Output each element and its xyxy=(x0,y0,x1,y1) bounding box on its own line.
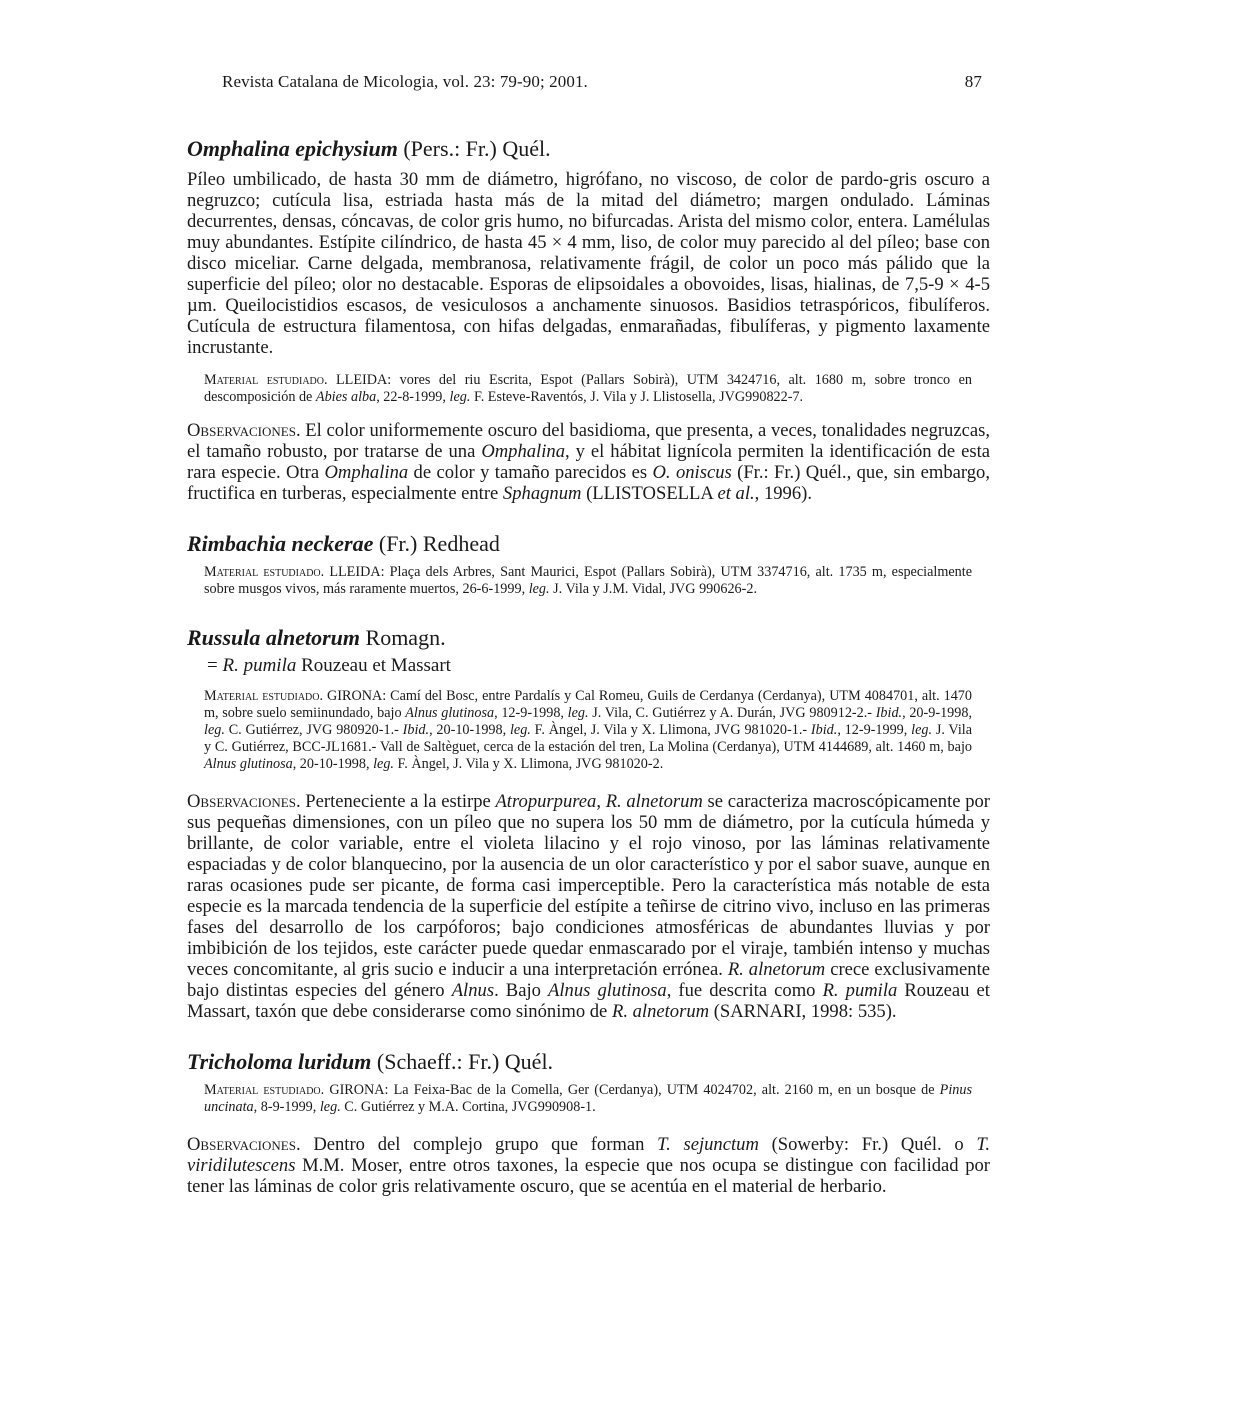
material-text: J. Vila y J.M. Vidal, JVG 990626-2. xyxy=(549,581,758,597)
species-name: Omphalina epichysium xyxy=(187,136,398,161)
obs-text: de color y tamaño parecidos es xyxy=(408,462,653,483)
obs-text: , fue descrita como xyxy=(666,980,823,1001)
material-text: LLEIDA: vores del riu Escrita, Espot (Pallars Sobirà), UTM 3424716, alt. 1680 m, sobre tronco en descomposición de xyxy=(204,372,972,405)
article-body xyxy=(187,135,990,1197)
material-studied xyxy=(187,1082,972,1116)
species-name: Rimbachia neckerae xyxy=(187,531,374,556)
species-author: (Pers.: Fr.) Quél. xyxy=(397,136,551,161)
material-text: C. Gutiérrez, JVG 980920-1.- xyxy=(224,722,403,738)
obs-text: (SARNARI, 1998: 535). xyxy=(709,1001,897,1022)
obs-taxon: R. pumila xyxy=(822,980,898,1001)
obs-text: , 1996). xyxy=(754,483,812,504)
obs-text: (Sowerby: Fr.) Quél. o xyxy=(758,1134,977,1155)
material-taxon: Pinus uncinata xyxy=(204,1082,972,1115)
material-text: C. Gutiérrez y M.A. Cortina, JVG990908-1. xyxy=(340,1099,596,1115)
material-text: F. Esteve-Raventós, J. Vila y J. Llistosella, JVG990822-7. xyxy=(470,389,804,405)
synonym-sign: = xyxy=(207,655,223,676)
spacer xyxy=(187,1022,990,1048)
obs-text: , y el hábitat lignícola permiten la identificación de esta rara especie. Otra xyxy=(187,441,990,483)
material-text: , 22-8-1999, xyxy=(376,389,450,405)
species-heading-rimbachia xyxy=(187,530,990,558)
material-taxon: Alnus glutinosa xyxy=(204,756,293,772)
species-name: Russula alnetorum xyxy=(187,625,361,650)
observations xyxy=(187,791,990,1022)
synonym-name: R. pumila xyxy=(222,655,297,676)
material-ibid: Ibid. xyxy=(810,722,838,738)
material-text: J. Vila, C. Gutiérrez y A. Durán, JVG 980912-2.- xyxy=(588,705,876,721)
spacer xyxy=(187,504,990,530)
page-number: 87 xyxy=(964,72,982,91)
species-description: Píleo umbilicado, de hasta 30 mm de diámetro, higrófano, no viscoso, de color de pardo-gris oscuro a negruzco; cutícula lisa, estriada hasta más de la mitad del diámetro; margen ondulado. Láminas decurrentes, densas, cóncavas, de color gris humo, no bifurcadas. Arista del mismo color, entera. Lamélulas muy abundantes. Estípite cilíndrico, de hasta 45 × 4 mm, liso, de color muy parecido al del píleo; base con disco miceliar. Carne delgada, membranosa, relativamente frágil, de color un poco más pálido que la superficie del píleo; olor no destacable. Esporas de elipsoidales a obovoides, lisas, hialinas, de 7,5-9 × 4-5 µm. Queilocistidios escasos, de vesiculosos a anchamente sinuosos. Basidios tetraspóricos, fibulíferos. Cutícula de estructura filamentosa, con hifas delgadas, enmarañadas, fibulíferas, y pigmento laxamente incrustante. xyxy=(187,169,990,358)
species-heading-tricholoma xyxy=(187,1048,990,1076)
species-author: (Schaeff.: Fr.) Quél. xyxy=(371,1049,554,1074)
species-heading-russula xyxy=(187,624,990,652)
obs-taxon: Omphalina xyxy=(324,462,409,483)
material-text: GIRONA: Camí del Bosc, entre Pardalís y Cal Romeu, Guils de Cerdanya (Cerdanya), UTM 4084701, alt. 1470 m, sobre suelo semiinundado, bajo xyxy=(204,688,972,721)
obs-text: Rouzeau et Massart, taxón que debe considerarse como sinónimo de xyxy=(187,980,990,1022)
obs-taxon: Atropurpurea xyxy=(495,791,597,812)
obs-text: M.M. Moser, entre otros taxones, la especie que nos ocupa se distingue con facilidad por tener las láminas de color gris relativamente oscuro, que se acentúa en el material de herbario. xyxy=(187,1155,990,1197)
obs-taxon: Omphalina xyxy=(481,441,565,462)
synonym-line xyxy=(187,654,990,678)
obs-taxon: R. alnetorum xyxy=(605,791,703,812)
journal-citation: Revista Catalana de Micologia, vol. 23: 79-90; 2001. xyxy=(222,72,588,91)
material-leg: leg. xyxy=(911,722,933,738)
obs-text: crece exclusivamente bajo distintas especies del género xyxy=(187,959,990,1001)
material-text: GIRONA: La Feixa-Bac de la Comella, Ger (Cerdanya), UTM 4024702, alt. 2160 m, en un bosque de xyxy=(324,1082,940,1098)
material-studied xyxy=(187,372,972,406)
species-author: Romagn. xyxy=(360,625,446,650)
material-leg: leg. xyxy=(509,722,531,738)
obs-taxon: Alnus xyxy=(451,980,495,1001)
material-text: , 20-10-1998, xyxy=(429,722,510,738)
material-text: , 8-9-1999, xyxy=(253,1099,320,1115)
spacer xyxy=(187,598,990,624)
obs-taxon: T. sejunctum xyxy=(657,1134,759,1155)
obs-taxon: R. alnetorum xyxy=(727,959,826,980)
obs-text: se caracteriza macroscópicamente por sus pequeñas dimensiones, con un píleo que no supera los 50 mm de diámetro, por la cutícula húmeda y brillante, de color variable, entre el violeta lilacino y el rojo vinoso, por las láminas relativamente espaciadas y de color blanquecino, por la ausencia de un olor característico y por el sabor suave, aunque en raras ocasiones pude ser picante, de forma casi imperceptible. Pero la característica más notable de esta especie es la marcada tendencia de la superficie del estípite a teñirse de citrino vivo, incluso en las primeras fases del desarrollo de los carpóforos; bajo condiciones atmosféricas de abundantes lluvias y por imbibición de los tejidos, este carácter puede quedar enmascarado por el viraje, también intenso y muchas veces concomitante, al gris sucio e inducir a una interpretación errónea. xyxy=(187,791,990,980)
material-label: Material estudiado. xyxy=(204,564,325,580)
obs-text: El color uniformemente oscuro del basidioma, que presenta, a veces, tonalidades negruzcas, el tamaño robusto, por tratarse de una xyxy=(187,420,990,462)
material-label: Material estudiado. xyxy=(204,688,324,704)
observations-label: Observaciones. xyxy=(187,1134,301,1155)
observations-label: Observaciones. xyxy=(187,791,301,812)
material-leg: leg. xyxy=(373,756,394,772)
obs-taxon: Sphagnum xyxy=(502,483,582,504)
synonym-author: Rouzeau et Massart xyxy=(296,655,451,676)
material-text: LLEIDA: Plaça dels Arbres, Sant Maurici, Espot (Pallars Sobirà), UTM 3374716, alt. 1735 m, especialmente sobre musgos vivos, más raramente muertos, 26-6-1999, xyxy=(204,564,972,597)
obs-etal: et al. xyxy=(717,483,755,504)
material-text: , 20-10-1998, xyxy=(292,756,374,772)
species-heading-omphalina xyxy=(187,135,990,163)
material-text: , 12-9-1998, xyxy=(494,705,568,721)
material-label: Material estudiado. xyxy=(204,1082,325,1098)
obs-text: Perteneciente a la estirpe xyxy=(300,791,496,812)
obs-text: , xyxy=(596,791,606,812)
material-studied xyxy=(187,688,972,773)
obs-text: . Bajo xyxy=(494,980,549,1001)
material-ibid: Ibid. xyxy=(402,722,430,738)
running-header xyxy=(222,72,982,92)
material-studied xyxy=(187,564,972,598)
observations-label: Observaciones. xyxy=(187,420,301,441)
species-author: (Fr.) Redhead xyxy=(373,531,500,556)
obs-text: (Fr.: Fr.) Quél., que, sin embargo, fructifica en turberas, especialmente entre xyxy=(187,462,990,504)
material-leg: leg. xyxy=(204,722,225,738)
material-taxon: Alnus glutinosa xyxy=(405,705,495,721)
material-label: Material estudiado. xyxy=(204,372,328,388)
obs-taxon: T. viridilutescens xyxy=(187,1134,991,1176)
material-text: , 20-9-1998, xyxy=(902,705,972,721)
material-ibid: Ibid. xyxy=(875,705,903,721)
obs-text: (LLISTOSELLA xyxy=(581,483,718,504)
material-text: , 12-9-1999, xyxy=(837,722,912,738)
material-leg: leg. xyxy=(319,1099,341,1115)
obs-taxon: R. alnetorum xyxy=(611,1001,710,1022)
material-text: F. Àngel, J. Vila y X. Llimona, JVG 981020-2. xyxy=(393,756,664,772)
obs-text: Dentro del complejo grupo que forman xyxy=(300,1134,658,1155)
material-text: F. Àngel, J. Vila y X. Llimona, JVG 981020-1.- xyxy=(530,722,811,738)
obs-taxon: Alnus glutinosa xyxy=(548,980,667,1001)
species-name: Tricholoma luridum xyxy=(187,1049,372,1074)
observations xyxy=(187,420,990,504)
material-leg: leg. xyxy=(528,581,550,597)
obs-taxon: O. oniscus xyxy=(652,462,732,483)
material-text: J. Vila y C. Gutiérrez, BCC-JL1681.- Vall de Saltèguet, cerca de la estación del tren, La Molina (Cerdanya), UTM 4144689, alt. 1460 m, bajo xyxy=(204,722,972,755)
material-taxon: Abies alba xyxy=(315,389,377,405)
observations xyxy=(187,1134,990,1197)
material-leg: leg. xyxy=(449,389,471,405)
material-leg: leg. xyxy=(567,705,589,721)
